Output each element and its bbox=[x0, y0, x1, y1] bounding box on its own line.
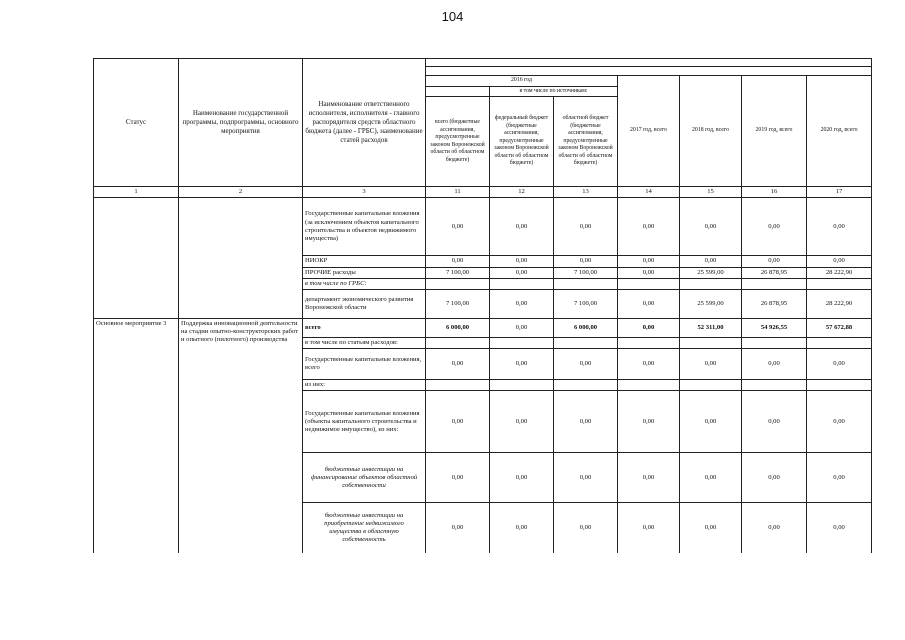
cell-value: 0,00 bbox=[618, 319, 680, 338]
row-label: бюджетные инвестиции на финансирование объектов областной собственности bbox=[303, 453, 426, 503]
cell-value bbox=[426, 278, 490, 289]
cell-value: 28 222,90 bbox=[807, 290, 872, 319]
header-year-2016: 2016 год bbox=[426, 76, 618, 87]
row-label: Государственные капитальные вложения (за исключением объектов капитального строительства и объектов недвижимого имущества) bbox=[303, 198, 426, 256]
cell-value: 25 599,00 bbox=[680, 290, 742, 319]
cell-value: 0,00 bbox=[490, 453, 554, 503]
cell-value: 0,00 bbox=[618, 267, 680, 278]
table-row bbox=[94, 198, 872, 256]
cell-value: 6 000,00 bbox=[554, 319, 618, 338]
cell-value: 54 926,55 bbox=[742, 319, 807, 338]
header-status: Статус bbox=[94, 59, 179, 187]
cell-value: 0,00 bbox=[554, 349, 618, 380]
cell-value bbox=[426, 338, 490, 349]
row-label: ПРОЧИЕ расходы bbox=[303, 267, 426, 278]
cell-value: 0,00 bbox=[490, 198, 554, 256]
cell-value bbox=[680, 380, 742, 391]
cell-value: 0,00 bbox=[490, 319, 554, 338]
cell-value: 0,00 bbox=[618, 349, 680, 380]
cell-value bbox=[807, 338, 872, 349]
cell-value: 0,00 bbox=[680, 256, 742, 267]
cell-value: 0,00 bbox=[618, 453, 680, 503]
cell-value: 0,00 bbox=[618, 290, 680, 319]
cell-value: 26 878,95 bbox=[742, 290, 807, 319]
header-row-top bbox=[94, 59, 872, 67]
cell-value: 0,00 bbox=[490, 256, 554, 267]
section1-status-cell bbox=[94, 198, 179, 319]
cell-value: 7 100,00 bbox=[426, 267, 490, 278]
cell-value: 0,00 bbox=[426, 349, 490, 380]
cell-value: 0,00 bbox=[680, 391, 742, 453]
cell-value bbox=[807, 278, 872, 289]
cell-value: 0,00 bbox=[742, 349, 807, 380]
row-label: в том числе по ГРБС: bbox=[303, 278, 426, 289]
cell-value: 0,00 bbox=[742, 503, 807, 553]
cell-value: 0,00 bbox=[807, 453, 872, 503]
cell-value: 0,00 bbox=[426, 391, 490, 453]
cell-value: 0,00 bbox=[426, 198, 490, 256]
cell-value: 0,00 bbox=[618, 198, 680, 256]
header-2019: 2019 год, всего bbox=[742, 76, 807, 187]
cell-value: 0,00 bbox=[807, 256, 872, 267]
cell-value: 28 222,90 bbox=[807, 267, 872, 278]
cell-value: 0,00 bbox=[490, 267, 554, 278]
column-number-row bbox=[94, 187, 872, 198]
budget-table bbox=[93, 58, 872, 553]
cell-value: 0,00 bbox=[426, 453, 490, 503]
cell-value: 26 878,95 bbox=[742, 267, 807, 278]
cell-value: 7 100,00 bbox=[554, 267, 618, 278]
cell-value: 0,00 bbox=[742, 391, 807, 453]
col-num: 1 bbox=[94, 187, 179, 198]
row-label: бюджетные инвестиции на приобретение недвижимого имущества в областную собственность bbox=[303, 503, 426, 553]
cell-value: 0,00 bbox=[742, 256, 807, 267]
header-blank-top bbox=[426, 59, 872, 67]
cell-value: 0,00 bbox=[807, 349, 872, 380]
table-row bbox=[94, 319, 872, 338]
col-num: 2 bbox=[179, 187, 303, 198]
cell-value: 0,00 bbox=[807, 198, 872, 256]
cell-value bbox=[618, 338, 680, 349]
cell-value: 6 000,00 bbox=[426, 319, 490, 338]
header-2017: 2017 год, всего bbox=[618, 76, 680, 187]
cell-value: 0,00 bbox=[680, 453, 742, 503]
header-federal: федеральный бюджет (бюджетные ассигнования, предусмотренные законом Воронежской области об областном бюджете) bbox=[490, 97, 554, 187]
cell-value bbox=[807, 380, 872, 391]
header-blank-total bbox=[426, 86, 490, 97]
cell-value: 0,00 bbox=[554, 453, 618, 503]
cell-value: 25 599,00 bbox=[680, 267, 742, 278]
cell-value: 0,00 bbox=[554, 198, 618, 256]
cell-value: 0,00 bbox=[807, 391, 872, 453]
cell-value: 0,00 bbox=[618, 256, 680, 267]
col-num: 11 bbox=[426, 187, 490, 198]
cell-value: 57 672,88 bbox=[807, 319, 872, 338]
cell-value bbox=[742, 278, 807, 289]
cell-value bbox=[742, 338, 807, 349]
header-total-2016: всего (бюджетные ассигнования, предусмотренные законом Воронежской области об областном бюджете) bbox=[426, 97, 490, 187]
cell-value bbox=[680, 338, 742, 349]
cell-value bbox=[554, 338, 618, 349]
cell-value bbox=[554, 278, 618, 289]
page-number: 104 bbox=[441, 9, 464, 24]
cell-value: 0,00 bbox=[618, 391, 680, 453]
cell-value bbox=[426, 380, 490, 391]
row-label: Государственные капитальные вложения (объекты капитального строительства и недвижимое имущество), из них: bbox=[303, 391, 426, 453]
cell-value: 7 100,00 bbox=[554, 290, 618, 319]
row-label: из них: bbox=[303, 380, 426, 391]
cell-value: 0,00 bbox=[618, 503, 680, 553]
cell-value bbox=[680, 278, 742, 289]
col-num: 17 bbox=[807, 187, 872, 198]
header-2020: 2020 год, всего bbox=[807, 76, 872, 187]
header-executor: Наименование ответственного исполнителя, исполнителя - главного распорядителя средств областного бюджета (далее - ГРБС), наименование статей расходов bbox=[303, 59, 426, 187]
header-regional: областной бюджет (бюджетные ассигнования, предусмотренные законом Воронежской области об областном бюджете) bbox=[554, 97, 618, 187]
cell-value: 0,00 bbox=[742, 198, 807, 256]
cell-value: 0,00 bbox=[554, 391, 618, 453]
col-num: 14 bbox=[618, 187, 680, 198]
cell-value: 0,00 bbox=[490, 503, 554, 553]
section2-name: Поддержка инновационной деятельности на стадии опытно-конструкторских работ и опытного (пилотного) производства bbox=[179, 319, 303, 553]
cell-value bbox=[490, 380, 554, 391]
section2-status: Основное мероприятие 3 bbox=[94, 319, 179, 553]
cell-value: 7 100,00 bbox=[426, 290, 490, 319]
header-blank-second bbox=[426, 67, 872, 76]
row-label: департамент экономического развития Воронежской области bbox=[303, 290, 426, 319]
cell-value: 0,00 bbox=[426, 256, 490, 267]
cell-value bbox=[490, 278, 554, 289]
cell-value bbox=[618, 278, 680, 289]
cell-value: 0,00 bbox=[680, 349, 742, 380]
row-label: в том числе по статьям расходов: bbox=[303, 338, 426, 349]
cell-value bbox=[490, 338, 554, 349]
section1-name-cell bbox=[179, 198, 303, 319]
cell-value: 0,00 bbox=[554, 503, 618, 553]
cell-value: 0,00 bbox=[490, 290, 554, 319]
col-num: 13 bbox=[554, 187, 618, 198]
cell-value: 0,00 bbox=[490, 349, 554, 380]
cell-value bbox=[618, 380, 680, 391]
header-2018: 2018 год, всего bbox=[680, 76, 742, 187]
row-label: всего bbox=[303, 319, 426, 338]
header-program: Наименование государственной программы, подпрограммы, основного мероприятия bbox=[179, 59, 303, 187]
cell-value: 0,00 bbox=[807, 503, 872, 553]
cell-value bbox=[554, 380, 618, 391]
header-sources: в том числе по источникам: bbox=[490, 86, 618, 97]
cell-value: 0,00 bbox=[426, 503, 490, 553]
cell-value bbox=[742, 380, 807, 391]
cell-value: 52 311,00 bbox=[680, 319, 742, 338]
col-num: 15 bbox=[680, 187, 742, 198]
cell-value: 0,00 bbox=[680, 503, 742, 553]
col-num: 12 bbox=[490, 187, 554, 198]
row-label: Государственные капитальные вложения, всего bbox=[303, 349, 426, 380]
cell-value: 0,00 bbox=[554, 256, 618, 267]
col-num: 3 bbox=[303, 187, 426, 198]
cell-value: 0,00 bbox=[680, 198, 742, 256]
cell-value: 0,00 bbox=[742, 453, 807, 503]
col-num: 16 bbox=[742, 187, 807, 198]
cell-value: 0,00 bbox=[490, 391, 554, 453]
row-label: НИОКР bbox=[303, 256, 426, 267]
